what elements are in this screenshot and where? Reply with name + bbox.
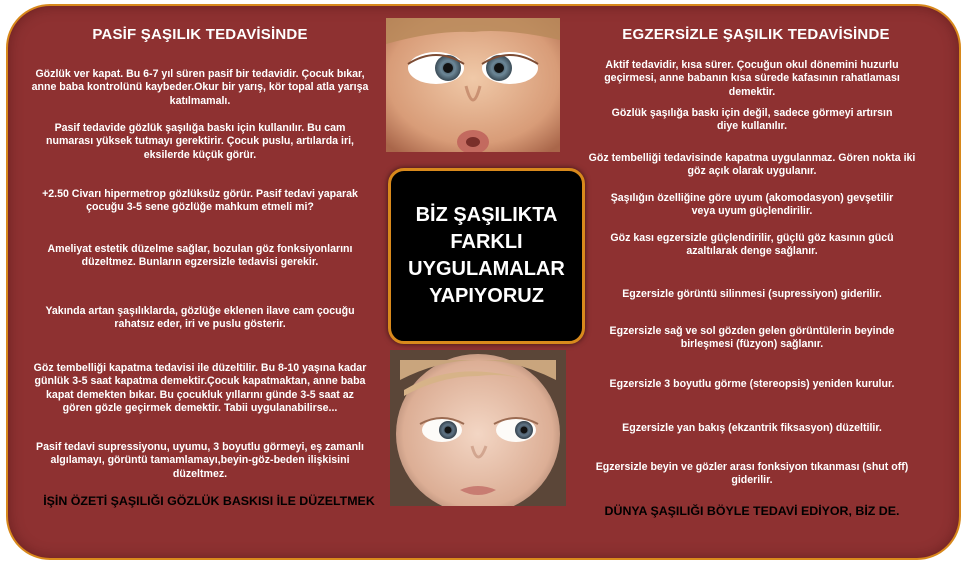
center-line-3: UYGULAMALAR: [408, 258, 565, 280]
right-paragraph-7: Egzersizle sağ ve sol gözden gelen görüntülerin beyinde birleşmesi (füzyon) sağlanır.: [609, 325, 895, 351]
center-banner-text: [397, 202, 577, 310]
right-paragraph-5: Göz kası egzersizle güçlendirilir, güçlü göz kasının gücü azaltılarak denge sağlanır.: [610, 232, 894, 258]
right-heading: EGZERSİZLE ŞAŞILIK TEDAVİSİNDE: [622, 26, 890, 43]
right-paragraph-1: Aktif tedavidir, kısa sürer. Çocuğun okul dönemini huzurlu geçirmesi, anne babanın kısa sürede kafasının rahatlaması demektir.: [604, 59, 900, 98]
left-paragraph-2: Pasif tedavide gözlük şaşılığa baskı için kullanılır. Bu cam numarası yüksek tutmayı gerektirir. Çocuk puslu, artılarda iri, eksilerde küçük görür.: [46, 122, 354, 161]
right-paragraph-8: Egzersizle 3 boyutlu görme (stereopsis) yeniden kurulur.: [609, 378, 895, 390]
left-paragraph-7: Pasif tedavi supressiyonu, uyumu, 3 boyutlu görmeyi, eş zamanlı algılamayı, görüntü tamamlamayı,beyin-göz-beden ilişkisini düzeltmez.: [36, 441, 364, 480]
left-paragraph-1: Gözlük ver kapat. Bu 6-7 yıl süren pasif bir tedavidir. Çocuk bıkar, anne baba kontrolünü kaybeder.Okur bir yarış, kör topal atla yarışa katılmamalı.: [31, 68, 369, 107]
left-paragraph-3: +2.50 Civarı hipermetrop gözlüksüz görür. Pasif tedavi yaparak çocuğu 3-5 sene gözlüğe mahkum etmeli mi?: [42, 188, 358, 214]
center-line-2: FARKLI: [450, 231, 523, 253]
center-banner: [388, 168, 585, 344]
left-paragraph-5: Yakında artan şaşılıklarda, gözlüğe eklenen ilave cam çocuğu rahatsız eder, iri ve puslu gösterir.: [45, 305, 355, 331]
left-heading: PASİF ŞAŞILIK TEDAVİSİNDE: [92, 26, 308, 43]
right-paragraph-6: Egzersizle görüntü silinmesi (supressiyon) giderilir.: [622, 288, 882, 300]
right-paragraph-10: Egzersizle beyin ve gözler arası fonksiyon tıkanması (shut off) giderilir.: [595, 461, 909, 487]
right-paragraph-4: Şaşılığın özelliğine göre uyum (akomodasyon) gevşetilir veya uyum güçlendirilir.: [610, 192, 894, 218]
bottom-child-photo: [390, 350, 566, 506]
center-line-4: YAPIYORUZ: [429, 285, 544, 307]
right-paragraph-3: Göz tembelliği tedavisinde kapatma uygulanmaz. Gören nokta iki göz açık olarak uygulanır.: [588, 152, 916, 178]
info-board: [6, 4, 961, 560]
left-paragraph-4: Ameliyat estetik düzelme sağlar, bozulan göz fonksiyonlarını düzeltmez. Bunların egzersizle tedavisi gerekir.: [47, 243, 353, 269]
top-child-photo: [386, 18, 560, 152]
right-paragraph-2: Gözlük şaşılığa baskı için değil, sadece görmeyi artırsın diye kullanılır.: [611, 107, 893, 133]
right-paragraph-9: Egzersizle yan bakış (ekzantrik fiksasyon) düzeltilir.: [622, 422, 882, 434]
center-line-1: BİZ ŞAŞILIKTA: [415, 204, 558, 226]
right-footer: DÜNYA ŞAŞILIĞI BÖYLE TEDAVİ EDİYOR, BİZ DE.: [604, 504, 900, 518]
left-footer: İŞİN ÖZETİ ŞAŞILIĞI GÖZLÜK BASKISI İLE DÜZELTMEK: [43, 494, 375, 508]
left-paragraph-6: Göz tembelliği kapatma tedavisi ile düzeltilir. Bu 8-10 yaşına kadar günlük 3-5 saat kapatma demektir.Çocuk kapatmaktan, anne baba kapat demekten bıkar. Bu çocukluk yıllarını günde 3-5 saat az gören gözle geçirmek demektir. Tabii uygulanabilirse...: [33, 362, 367, 415]
